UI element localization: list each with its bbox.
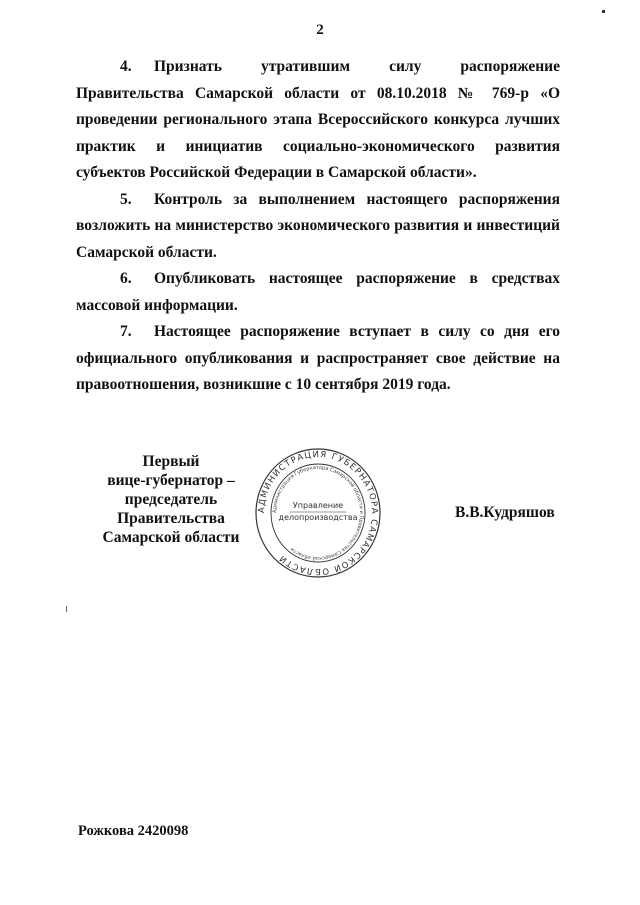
executor-note: Рожкова 2420098 [78, 823, 189, 839]
stamp-outer-text: АДМИНИСТРАЦИЯ ГУБЕРНАТОРА САМАРСКОЙ ОБЛАСТИ [256, 449, 380, 577]
stamp-center-line: делопроизводства [278, 513, 358, 522]
scan-speck [66, 606, 67, 612]
page-number: 2 [316, 22, 324, 38]
paragraph-text: Настоящее распоряжение вступает в силу со дня его официального опубликования и распространяет свое действие на правоотношения, возникшие с 10 сентября 2019 года. [76, 323, 560, 393]
position-line: председатель Правительства [117, 491, 225, 527]
paragraph-text: Признать утратившим силу распоряжение Правительства Самарской области от 08.10.2018 № 769-р «О проведении регионального этапа Всероссийского конкурса лучших практик и инициатив социально-экономического развития субъектов Российской Федерации в Самарской области». [76, 58, 560, 181]
paragraph-number: 4. [120, 58, 132, 75]
paragraph-text: Контроль за выполнением настоящего распоряжения возложить на министерство экономического развития и инвестиций Самарской области. [76, 190, 560, 261]
paragraph-text: Опубликовать настоящее распоряжение в средствах массовой информации. [76, 270, 560, 314]
paragraph-number: 7. [120, 323, 132, 340]
document-body [76, 54, 560, 399]
stamp-inner-text: Администрация Губернатора Самарской области и Правительства Самарской области [271, 464, 365, 562]
stamp-center-line: Управление [292, 501, 344, 510]
scan-speck [602, 10, 605, 13]
paragraph-6 [76, 266, 560, 319]
paragraph-4 [76, 54, 560, 187]
signatory-position [86, 452, 256, 547]
position-line: Первый [142, 453, 200, 470]
signatory-name: В.В.Кудряшов [455, 504, 555, 521]
paragraph-number: 5. [120, 190, 132, 208]
position-line: Самарской области [102, 529, 240, 546]
paragraph-7 [76, 319, 560, 399]
position-line: вице-губернатор – [107, 472, 235, 489]
paragraph-5 [76, 187, 560, 267]
official-seal-stamp [254, 446, 382, 580]
paragraph-number: 6. [120, 270, 132, 287]
